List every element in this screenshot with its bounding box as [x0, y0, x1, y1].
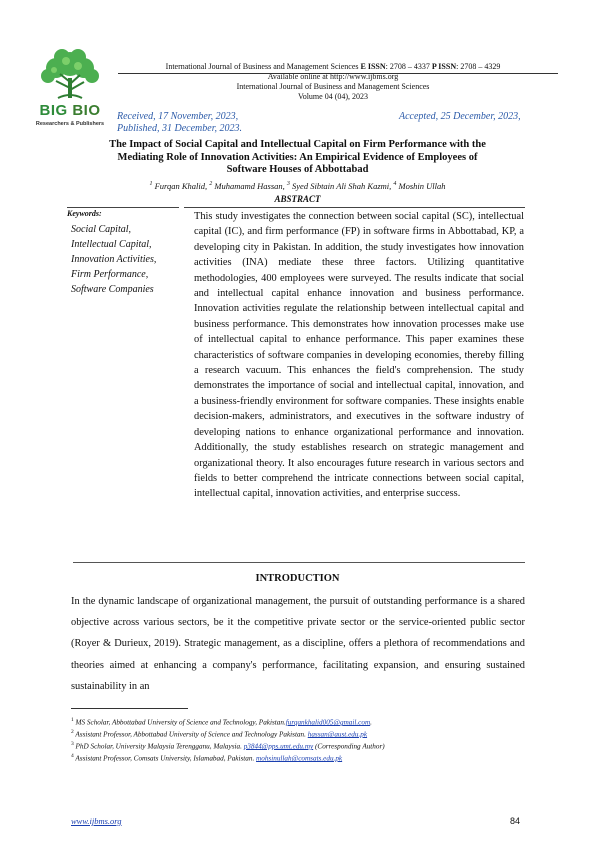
journal-name-line: International Journal of Business and Management Sciences: [236, 82, 430, 91]
logo-tagline: Researchers & Publishers: [35, 121, 105, 127]
paper-title: The Impact of Social Capital and Intellectual Capital on Firm Performance with the Mediating Role of Innovation Activities: An Empirical Evidence of Employees of Software Houses of Abbottabad: [109, 139, 486, 175]
published-date: Published, 31 December, 2023.: [117, 123, 242, 134]
author-list: $^1$ Furqan Khalid, $^2$ Muhamamd Hassan, $^3$ Syed Sibtain Ali Shah Kazmi, $^4$ Moshin Ullah: [149, 181, 446, 191]
keyword-item: Software Companies: [71, 284, 154, 295]
keywords-rule: [67, 207, 179, 208]
footnote: $^2$ Assistant Professor, Abbottabad University of Science and Technology Pakistan. hassan@aust.edu.pk: [71, 729, 368, 739]
abstract-text: This study investigates the connection between social capital (SC), intellectual capital (IC), and firm performance (FP) in software firms in Abbottabad, KP, a developing city in Pakistan. In addition, the study investigates how innovation activities (INA) mediate these three factors. Utilizing quantitative methodologies, 400 employees were surveyed. The results indicate that social and intellectual capital enhance innovation and business performance. Innovation activities regulate the relationship between intellectual capital and business performance. This demonstrates how innovation processes make use of intellectual capital to enhance performance. This paper examines these characteristics of software companies in developing economies, thereby filling a research vacuum. This enhances the field's comprehension. The study demonstrates the importance of social and intellectual capital, innovation, and a business-friendly environment for software companies. These insights enable decision-makers, administrators, and executives in the software industry of developing nations to enhance organizational performance and innovation. Additionally, the study establishes research on strategic management and organizational theory. It also encourages future research in various sectors and fields to better comprehend the intricate connections between social capital, intellectual capital, innovation activities, and enterprise success.: [194, 211, 524, 500]
keywords-list: [71, 222, 156, 297]
journal-online-line: Available online at http://www.ijbms.org: [267, 72, 399, 81]
email-link[interactable]: hassan@aust.edu.pk: [307, 730, 368, 739]
section-separator: [73, 562, 525, 563]
received-date: Received, 17 November, 2023,: [117, 111, 239, 122]
introduction-heading: INTRODUCTION: [255, 573, 340, 584]
publisher-logo: [28, 48, 112, 134]
logo-brand: BIG BIO: [39, 102, 101, 119]
keywords-label: Keywords:: [67, 209, 102, 218]
footnote-rule: [71, 708, 188, 709]
tree-icon: [38, 48, 102, 100]
journal-volume-line: Volume 04 (04), 2023: [297, 92, 369, 101]
email-link[interactable]: p3844@pps.umt.edu.my: [243, 742, 314, 751]
page-number: 84: [510, 816, 521, 826]
footnote: $^1$ MS Scholar, Abbottabad University of Science and Technology, Pakistan.furqankhalid005@gmail.com.: [71, 717, 372, 727]
introduction-text: In the dynamic landscape of organizational management, the pursuit of outstanding performance is a shared objective across various sectors, be it the competitive private sector or the service-oriented public sector (Royer & Durieux, 2019). Strategic management, as a discipline, offers a plethora of recommendations and theories aimed at enhancing a company's performance, facilitating expansion, and ensuring sustained sustainability in an: [71, 596, 525, 692]
email-link[interactable]: mohsinullah@comsats.edu.pk: [256, 754, 343, 763]
keyword-item: Firm Performance,: [71, 269, 149, 280]
keyword-item: Intellectual Capital,: [71, 239, 152, 250]
email-link[interactable]: furqankhalid005@gmail.com: [285, 718, 371, 727]
accepted-date: Accepted, 25 December, 2023,: [399, 111, 521, 122]
footnote: $^3$ PhD Scholar, University Malaysia Terengganu, Malaysia. p3844@pps.umt.edu.my (Corresponding Author): [71, 741, 385, 751]
abstract-rule: [184, 207, 525, 208]
keyword-item: Social Capital,: [71, 224, 131, 235]
journal-issn-line: International Journal of Business and Management Sciences E ISSN: 2708 – 4337 P ISSN: 2708 – 4329: [165, 62, 501, 71]
header-rule: [118, 73, 558, 74]
footnote: $^4$ Assistant Professor, Comsats University, Islamabad, Pakistan. mohsinullah@comsats.edu.pk: [71, 753, 343, 763]
abstract-heading: ABSTRACT: [274, 194, 321, 204]
keyword-item: Innovation Activities,: [71, 254, 157, 265]
journal-website-link[interactable]: www.ijbms.org: [71, 816, 122, 826]
